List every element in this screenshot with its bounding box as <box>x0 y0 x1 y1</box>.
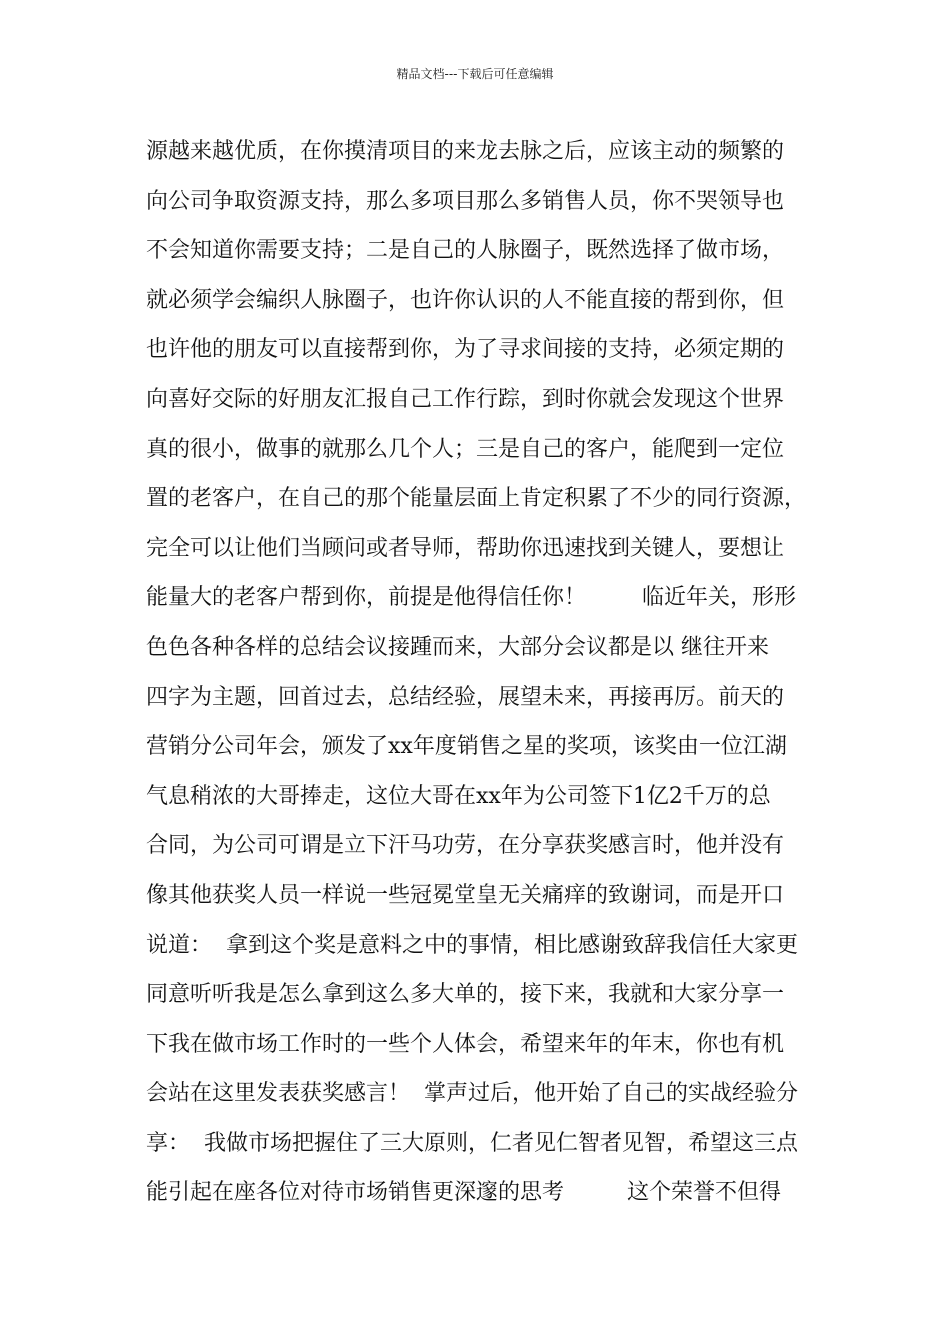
text-line: 能引起在座各位对待市场销售更深邃的思考 这个荣誉不但得 <box>146 1180 781 1206</box>
text-line: 真的很小，做事的就那么几个人；三是自己的客户，能爬到一定位 <box>146 436 785 462</box>
text-line: 四字为主题，回首过去，总结经验，展望未来，再接再厉。前天的 <box>146 684 785 710</box>
text-line: 不会知道你需要支持；二是自己的人脉圈子，既然选择了做市场， <box>146 238 785 264</box>
text-line: 气息稍浓的大哥捧走，这位大哥在xx年为公司签下1亿2千万的总 <box>146 783 771 809</box>
text-line: 营销分公司年会，颁发了xx年度销售之星的奖项，该奖由一位江湖 <box>146 734 787 760</box>
text-line: 色色各种各样的总结会议接踵而来，大部分会议都是以 继往开来 <box>146 634 769 660</box>
text-line: 置的老客户，在自己的那个能量层面上肯定积累了不少的同行资源， <box>146 486 807 512</box>
body-text <box>146 130 826 1221</box>
text-line: 也许他的朋友可以直接帮到你，为了寻求间接的支持，必须定期的 <box>146 337 785 363</box>
text-line: 说道： 拿到这个奖是意料之中的事情，相比感谢致辞我信任大家更 <box>146 932 798 958</box>
text-line: 源越来越优质，在你摸清项目的来龙去脉之后，应该主动的频繁的 <box>146 139 785 164</box>
text-line: 合同，为公司可谓是立下汗马功劳，在分享获奖感言时，他并没有 <box>146 833 785 859</box>
text-line: 同意听听我是怎么拿到这么多大单的，接下来，我就和大家分享一 <box>146 982 785 1008</box>
page-header: 精品文档---下载后可任意编辑 <box>396 67 554 81</box>
text-line: 享： 我做市场把握住了三大原则，仁者见仁智者见智，希望这三点 <box>146 1130 798 1156</box>
text-line: 就必须学会编织人脉圈子，也许你认识的人不能直接的帮到你，但 <box>146 287 785 313</box>
text-line: 像其他获奖人员一样说一些冠冕堂皇无关痛痒的致谢词，而是开口 <box>146 882 785 908</box>
text-line: 会站在这里发表获奖感言！ 掌声过后，他开始了自己的实战经验分 <box>146 1081 798 1107</box>
text-line: 能量大的老客户帮到你，前提是他得信任你！ 临近年关，形形 <box>146 585 796 611</box>
text-line: 向公司争取资源支持，那么多项目那么多销售人员，你不哭领导也 <box>146 188 785 214</box>
text-line: 向喜好交际的好朋友汇报自己工作行踪，到时你就会发现这个世界 <box>146 386 785 412</box>
text-line: 下我在做市场工作时的一些个人体会，希望来年的年末，你也有机 <box>146 1031 785 1057</box>
text-line: 完全可以让他们当顾问或者导师，帮助你迅速找到关键人，要想让 <box>146 535 785 561</box>
